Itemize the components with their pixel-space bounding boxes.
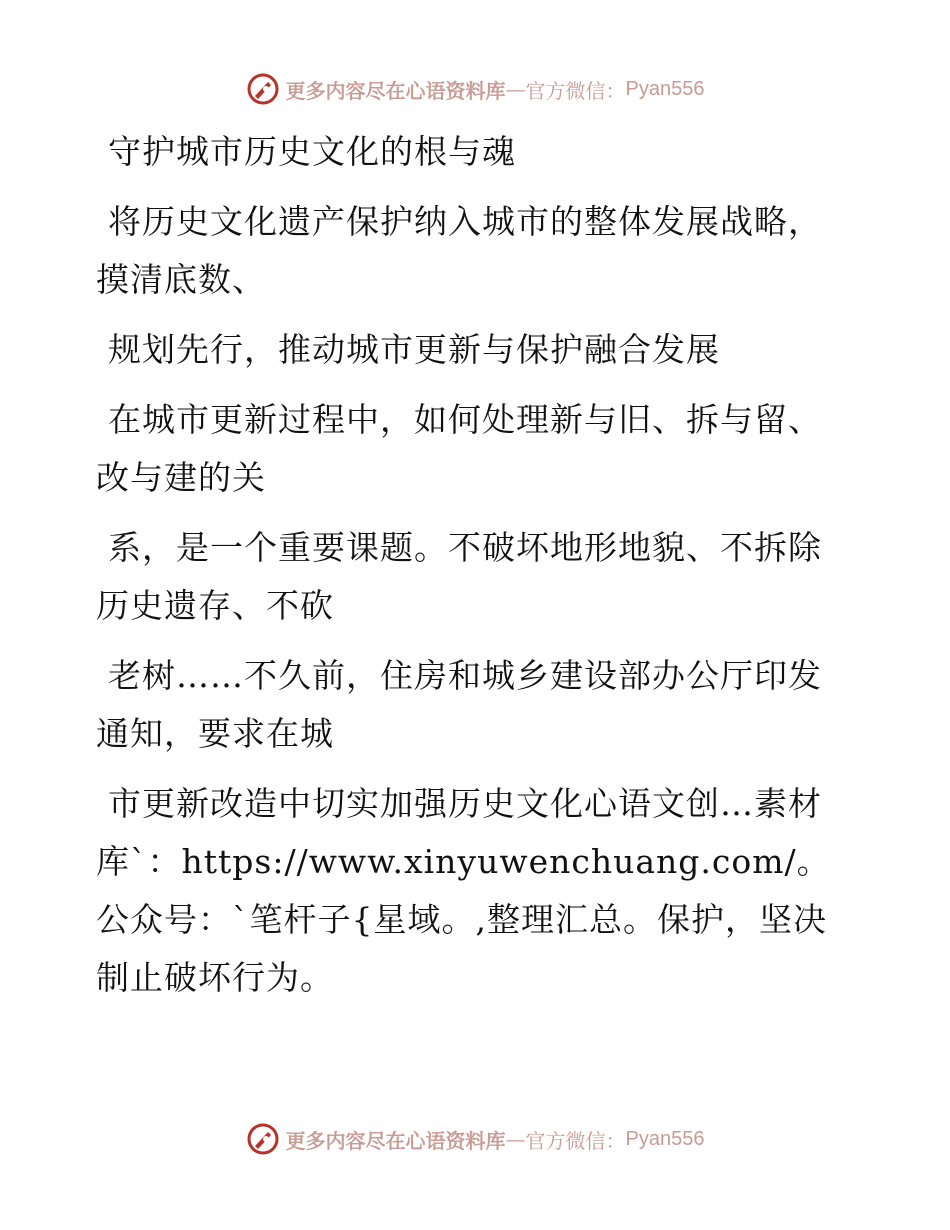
paragraph: 在城市更新过程中，如何处理新与旧、拆与留、改与建的关 <box>96 400 822 497</box>
footer-watermark-banner <box>0 1122 950 1156</box>
brand-logo-icon <box>246 72 280 106</box>
footer-banner-text: 更多内容尽在心语资料库 <box>285 1128 506 1153</box>
footer-banner-dash: — <box>505 1127 526 1151</box>
paragraph: 老树……不久前，住房和城乡建设部办公厅印发通知，要求在城 <box>96 656 822 753</box>
paragraph: 市更新改造中切实加强历史文化心语文创…素材库`：https://www.xinyuwenchuang.com/。公众号：`笔杆子{星域。,整理汇总。保护，坚决制止破坏行为。 <box>96 784 831 997</box>
document-body <box>96 123 841 1019</box>
header-banner-wechat-label: 官方微信： <box>525 78 626 103</box>
paragraph: 系，是一个重要课题。不破坏地形地貌、不拆除历史遗存、不砍 <box>96 528 822 625</box>
header-banner-wechat-id: Pyan556 <box>625 77 705 100</box>
header-banner-dash: — <box>505 77 526 101</box>
header-banner-text: 更多内容尽在心语资料库 <box>285 78 506 103</box>
paragraph: 将历史文化遗产保护纳入城市的整体发展战略，摸清底数、 <box>96 202 822 299</box>
paragraph: 规划先行，推动城市更新与保护融合发展 <box>108 330 720 369</box>
footer-banner-wechat-id: Pyan556 <box>625 1127 705 1150</box>
paragraph-title: 守护城市历史文化的根与魂 <box>108 132 516 171</box>
header-watermark-banner <box>0 72 950 106</box>
footer-banner-wechat-label: 官方微信： <box>525 1128 626 1153</box>
brand-logo-icon <box>246 1122 280 1156</box>
